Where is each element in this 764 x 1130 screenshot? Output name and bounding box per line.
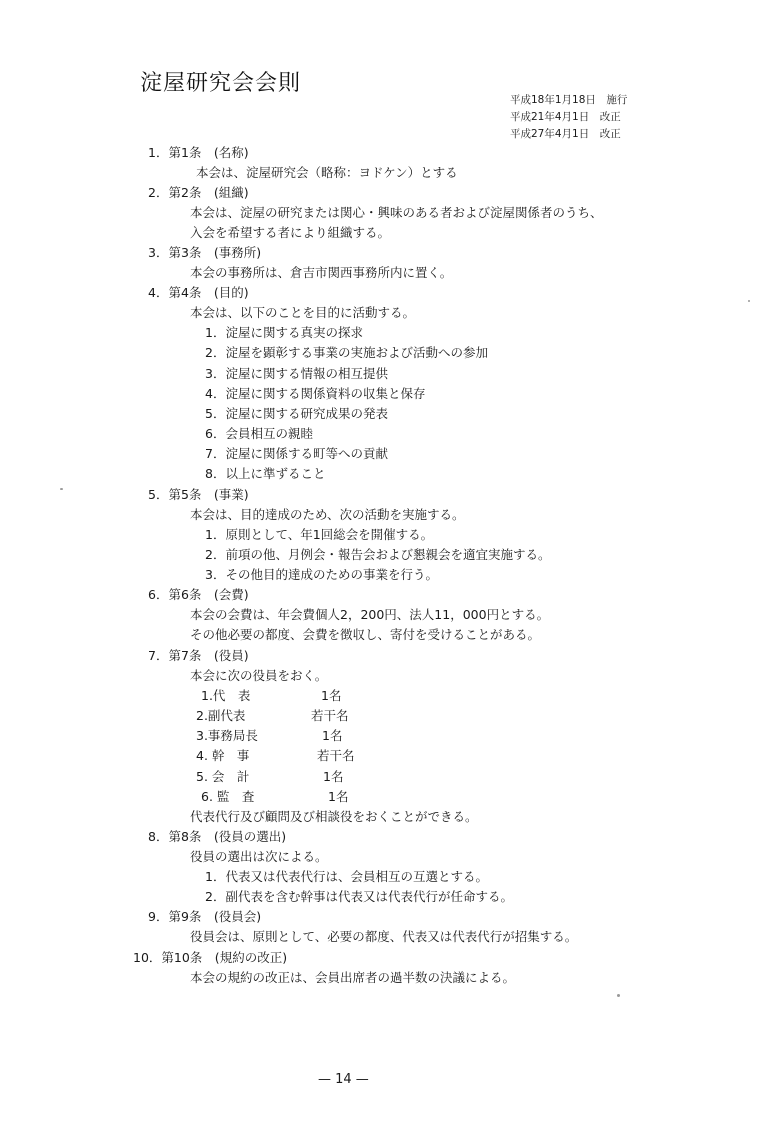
officer-count: 1名 xyxy=(322,728,343,743)
body-line: 本会の事務所は、倉吉市関西事務所内に置く。 xyxy=(190,265,453,280)
body-line: 8．第8条 (役員の選出) xyxy=(148,829,287,844)
officer-count: 1名 xyxy=(328,789,349,804)
body-line: 5. 会 計 xyxy=(196,769,250,784)
body-line: 本会は、淀屋の研究または関心・興味のある者および淀屋関係者のうち、 xyxy=(190,205,603,220)
scan-speck xyxy=(748,300,750,302)
body-line: 2．前項の他、月例会・報告会および懇親会を適宜実施する。 xyxy=(205,547,551,562)
body-line: その他必要の都度、会費を徴収し、寄付を受けることがある。 xyxy=(190,627,541,642)
page-title: 淀屋研究会会則 xyxy=(140,71,302,96)
body-line: 5．淀屋に関する研究成果の発表 xyxy=(205,406,388,421)
body-line: 1.代 表 xyxy=(201,688,251,703)
body-line: 8．以上に準ずること xyxy=(205,466,326,481)
body-line: 2.副代表 xyxy=(196,708,246,723)
body-line: 入会を希望する者により組織する。 xyxy=(190,225,391,240)
scan-speck xyxy=(617,994,620,997)
body-line: 6．第6条 (会費) xyxy=(148,587,249,602)
body-line: 3.事務局長 xyxy=(196,728,258,743)
history-line: 平成27年4月1日 改正 xyxy=(510,128,621,140)
body-line: 本会に次の役員をおく。 xyxy=(190,668,328,683)
history-line: 平成18年1月18日 施行 xyxy=(510,94,628,106)
body-line: 代表代行及び顧問及び相談役をおくことができる。 xyxy=(190,809,478,824)
body-line: 5．第5条 (事業) xyxy=(148,487,249,502)
body-line: 6. 監 査 xyxy=(201,789,255,804)
officer-count: 1名 xyxy=(321,688,342,703)
body-line: 1．原則として、年1回総会を開催する。 xyxy=(205,527,434,542)
body-line: 3．その他目的達成のための事業を行う。 xyxy=(205,567,438,582)
body-line: 2．第2条 (組織) xyxy=(148,185,249,200)
body-line: 3．第3条 (事務所) xyxy=(148,245,262,260)
body-line: 本会の規約の改正は、会員出席者の過半数の決議による。 xyxy=(190,970,516,985)
body-line: 9．第9条 (役員会) xyxy=(148,909,262,924)
history-line: 平成21年4月1日 改正 xyxy=(510,111,621,123)
officer-count: 若干名 xyxy=(317,748,355,763)
officer-count: 1名 xyxy=(323,769,344,784)
body-line: 1．第1条 (名称) xyxy=(148,145,249,160)
body-line: 1．淀屋に関する真実の探求 xyxy=(205,325,363,340)
body-line: 役員の選出は次による。 xyxy=(190,849,328,864)
body-line: 本会は、淀屋研究会（略称：ヨドケン）とする xyxy=(196,165,458,180)
body-line: 本会は、以下のことを目的に活動する。 xyxy=(190,305,416,320)
officer-count: 若干名 xyxy=(311,708,349,723)
body-line: 2．副代表を含む幹事は代表又は代表代行が任命する。 xyxy=(205,889,513,904)
body-line: 7．淀屋に関係する町等への貢献 xyxy=(205,446,388,461)
body-line: 4．淀屋に関する関係資料の収集と保存 xyxy=(205,386,426,401)
body-line: 本会の会費は、年会費個人2，200円、法人11，000円とする。 xyxy=(190,607,550,622)
body-line: 6．会員相互の親睦 xyxy=(205,426,313,441)
body-line: 1．代表又は代表代行は、会員相互の互選とする。 xyxy=(205,869,488,884)
body-line: 本会は、目的達成のため、次の活動を実施する。 xyxy=(190,507,465,522)
body-line: 2．淀屋を顕彰する事業の実施および活動への参加 xyxy=(205,345,488,360)
body-line: 7．第7条 (役員) xyxy=(148,648,249,663)
scan-speck xyxy=(60,488,63,490)
page-number: — 14 — xyxy=(318,1072,369,1087)
body-line: 4．第4条 (目的) xyxy=(148,285,249,300)
body-line: 役員会は、原則として、必要の都度、代表又は代表代行が招集する。 xyxy=(190,929,578,944)
body-line: 4. 幹 事 xyxy=(196,748,250,763)
body-line: 3．淀屋に関する情報の相互提供 xyxy=(205,366,388,381)
body-line: 10．第10条 (規約の改正) xyxy=(133,950,288,965)
